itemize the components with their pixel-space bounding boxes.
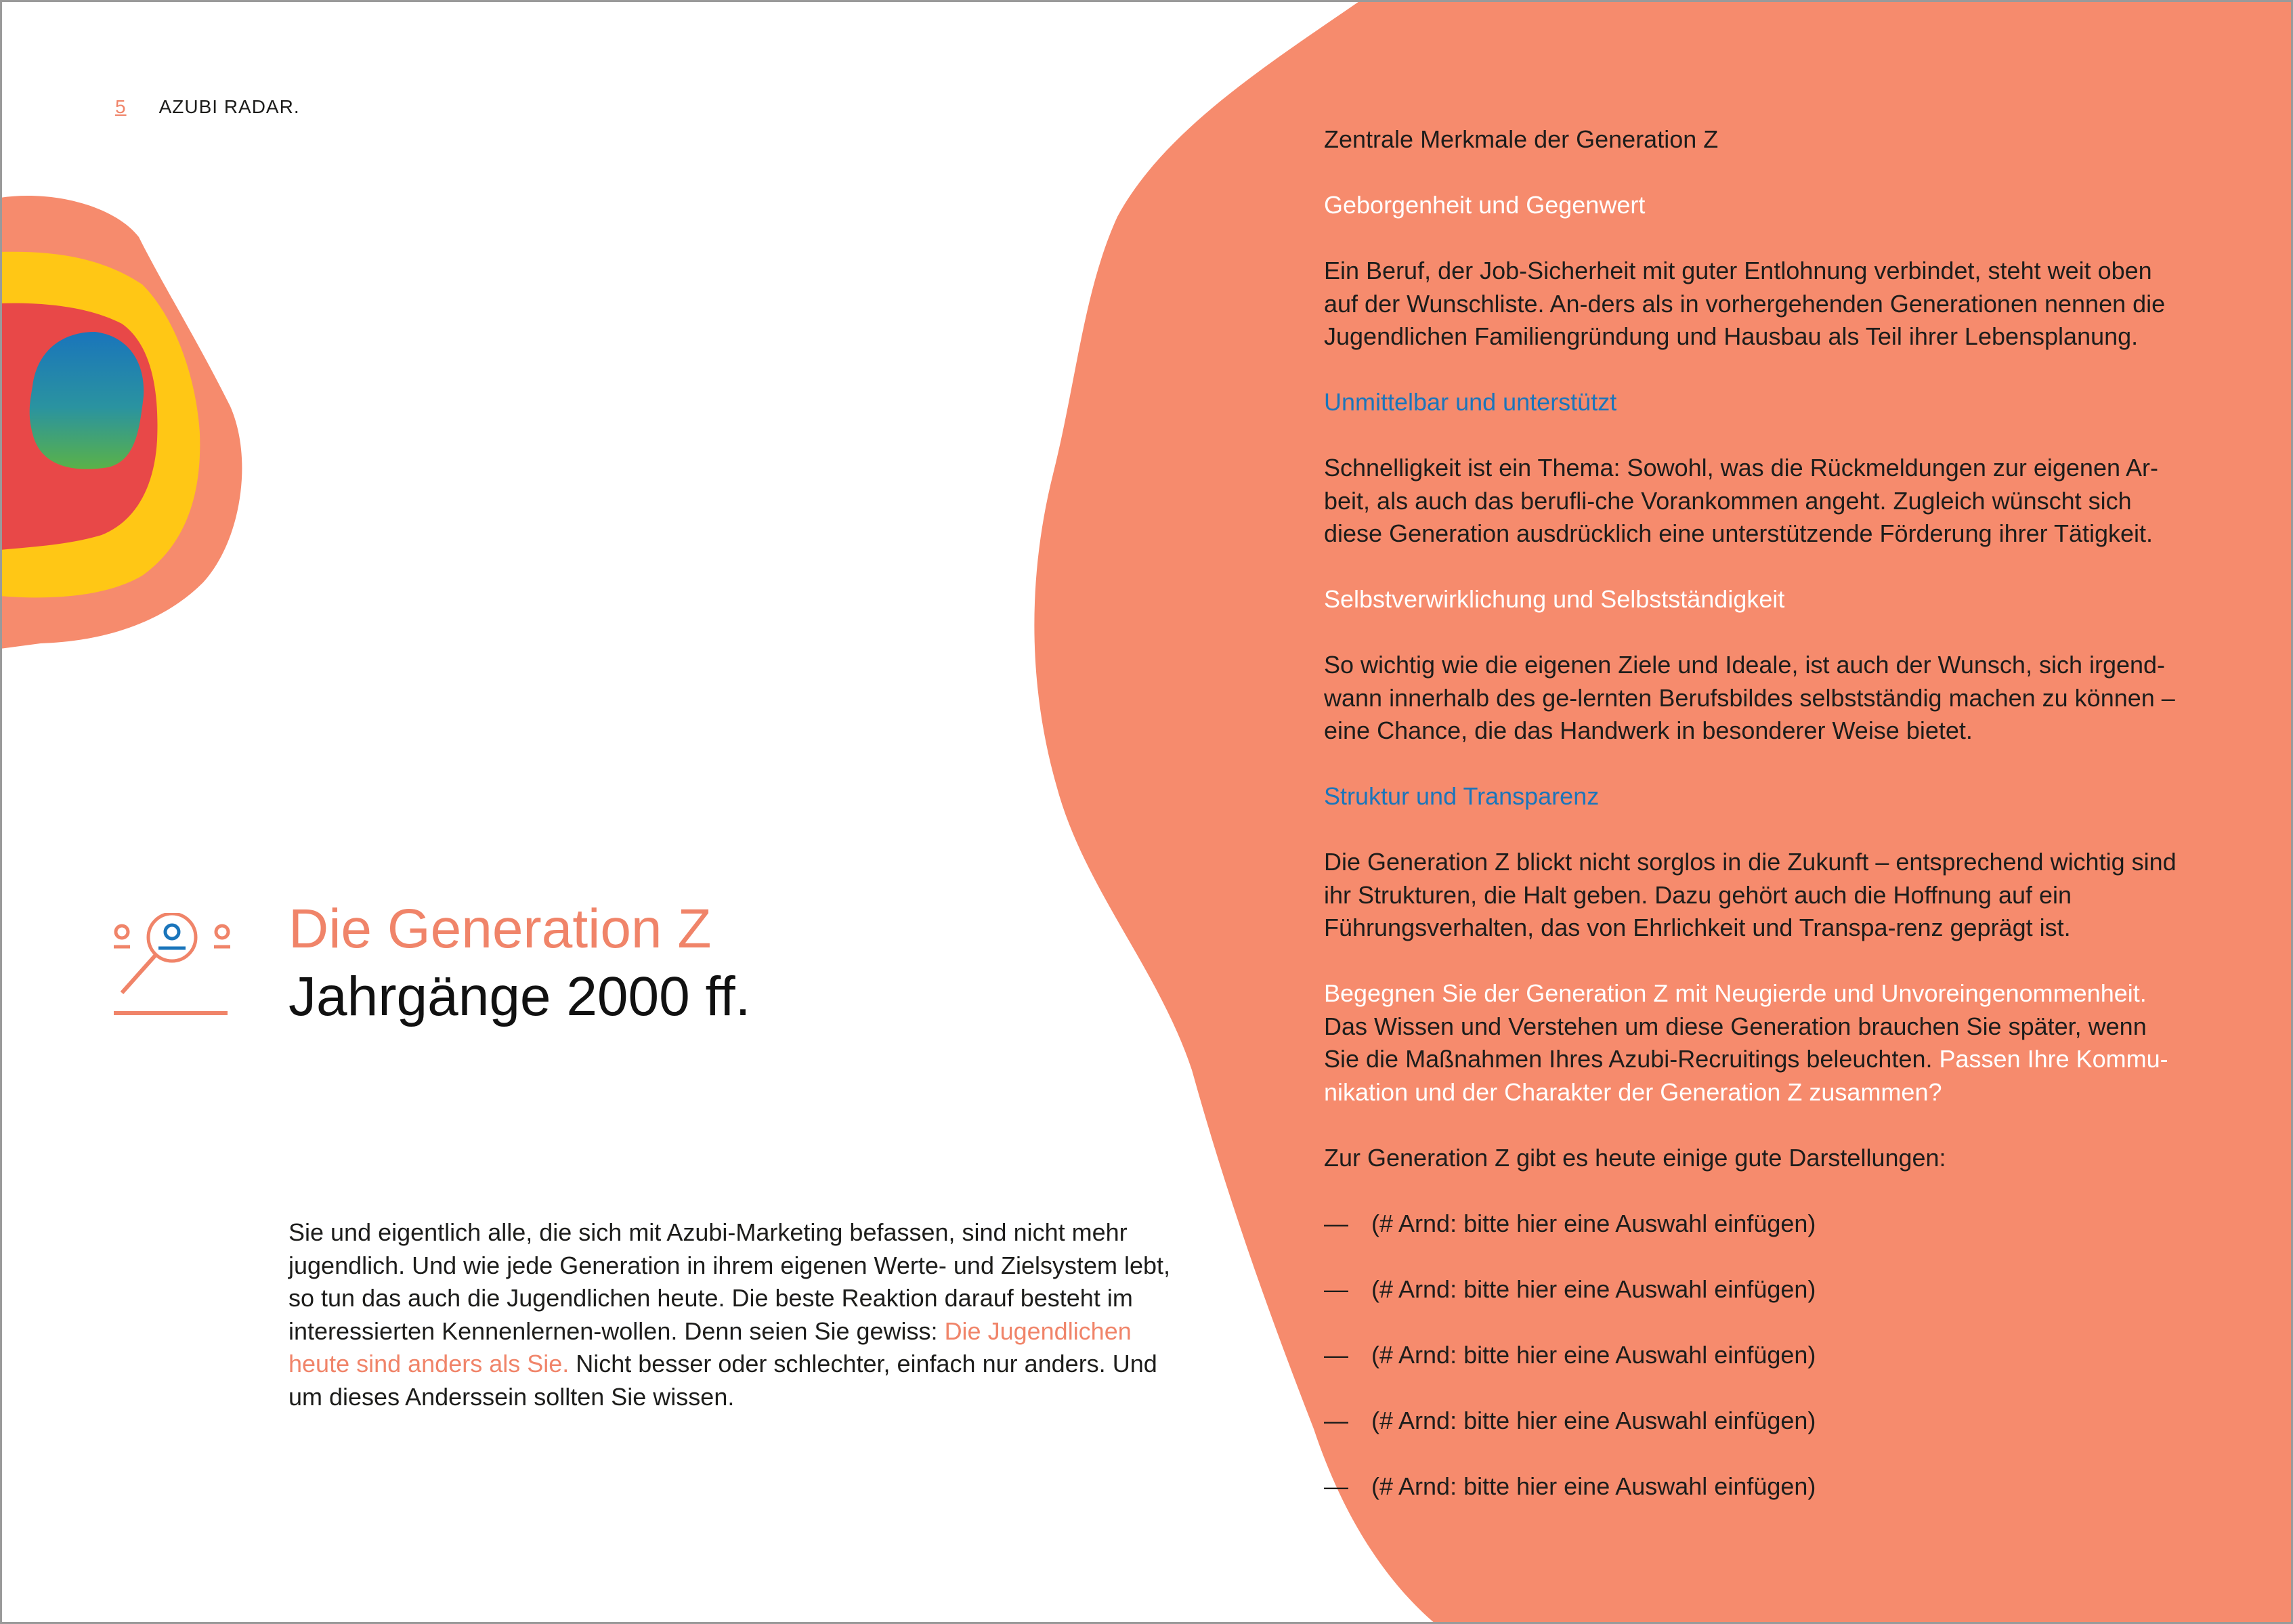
page-header (115, 96, 300, 118)
brand-name: AZUBI RADAR. (158, 96, 300, 117)
closing-paragraph (1324, 977, 2184, 1109)
section-body: Schnelligkeit ist ein Thema: Sowohl, was die Rückmeldungen zur eigenen Ar-beit, als auch das berufli-che Vorankommen angeht. Zugleich wünscht sich diese Generation ausdrücklich eine unterstützende Förderung ihrer Tätigkeit. (1324, 454, 2158, 547)
list-dash: — (1324, 1275, 1348, 1303)
intro-paragraph (288, 1216, 1176, 1413)
list-intro: Zur Generation Z gibt es heute einige gute Darstellungen: (1324, 1143, 1946, 1172)
intro-text-start: Sie und eigentlich alle, die sich mit Azubi-Marketing befassen, sind nicht mehr jugendlich. Und wie jede Generation in ihrem eigenen Werte- und Zielsystem lebt, so tun das auch die Jugendlichen heute. Die beste Reaktion darauf besteht im interessierten Kennenlernen-wollen. Denn seien Sie gewiss: (288, 1218, 1171, 1345)
concentric-blob-icon (0, 196, 242, 649)
list-item (1324, 1405, 2184, 1438)
list-item (1324, 1470, 2184, 1503)
right-column (1324, 123, 2184, 1536)
closing-dark: Das Wissen und Verstehen um diese Generation brauchen Sie später, wenn Sie die Maßnahmen Ihres Azubi-Recruitings beleuchten. (1324, 1012, 2147, 1073)
section-title: Selbstverwirklichung und Selbstständigkeit (1324, 585, 1785, 613)
page-title (288, 895, 750, 1031)
title-line-1: Die Generation Z (288, 898, 712, 960)
people-search-icon (114, 913, 230, 1020)
list-dash: — (1324, 1472, 1348, 1500)
reference-list (1324, 1208, 2184, 1503)
title-line-2: Jahrgänge 2000 ff. (288, 966, 751, 1027)
section-body: Ein Beruf, der Job-Sicherheit mit guter Entlohnung verbindet, steht weit oben auf der Wunschliste. An-ders als in vorhergehenden Generationen nennen die Jugendlichen Familiengründung und Hausbau als Teil ihrer Lebensplanung. (1324, 257, 2166, 350)
section-heading: Zentrale Merkmale der Generation Z (1324, 125, 1719, 153)
list-dash: — (1324, 1340, 1348, 1369)
page-number: 5 (115, 96, 127, 117)
list-item (1324, 1339, 2184, 1372)
list-dash: — (1324, 1406, 1348, 1434)
section-title: Struktur und Transparenz (1324, 782, 1600, 810)
list-item-text: (# Arnd: bitte hier eine Auswahl einfügen) (1371, 1340, 1816, 1369)
list-item (1324, 1273, 2184, 1306)
section-body: So wichtig wie die eigenen Ziele und Ideale, ist auch der Wunsch, sich irgend-wann innerhalb des ge-lernten Berufsbildes selbstständig machen zu können – eine Chance, die das Handwerk in besonderer Weise bietet. (1324, 651, 2175, 744)
list-item-text: (# Arnd: bitte hier eine Auswahl einfügen) (1371, 1209, 1816, 1237)
closing-white-1: Begegnen Sie der Generation Z mit Neugierde und Unvoreingenommenheit. (1324, 979, 2147, 1007)
list-item-text: (# Arnd: bitte hier eine Auswahl einfügen) (1371, 1406, 1816, 1434)
closing-white-2: Passen Ihre Kommu-nikation und der Charakter der Generation Z zusammen? (1324, 1045, 2168, 1106)
section-body: Die Generation Z blickt nicht sorglos in die Zukunft – entsprechend wichtig sind ihr Strukturen, die Halt geben. Dazu gehört auch die Hoffnung auf ein Führungsverhalten, das von Ehrlichkeit und Transpa-renz geprägt ist. (1324, 848, 2177, 941)
list-item-text: (# Arnd: bitte hier eine Auswahl einfügen) (1371, 1472, 1816, 1500)
list-item-text: (# Arnd: bitte hier eine Auswahl einfügen) (1371, 1275, 1816, 1303)
list-item (1324, 1208, 2184, 1241)
section-title: Geborgenheit und Gegenwert (1324, 191, 1646, 219)
list-dash: — (1324, 1209, 1348, 1237)
section-title: Unmittelbar und unterstützt (1324, 388, 1617, 416)
intro-text-end: Nicht besser oder schlechter, einfach nur anders. Und um dieses Anderssein sollten Sie wissen. (288, 1350, 1157, 1411)
intro-highlight: Die Jugendlichen heute sind anders als Sie. (288, 1317, 1132, 1377)
